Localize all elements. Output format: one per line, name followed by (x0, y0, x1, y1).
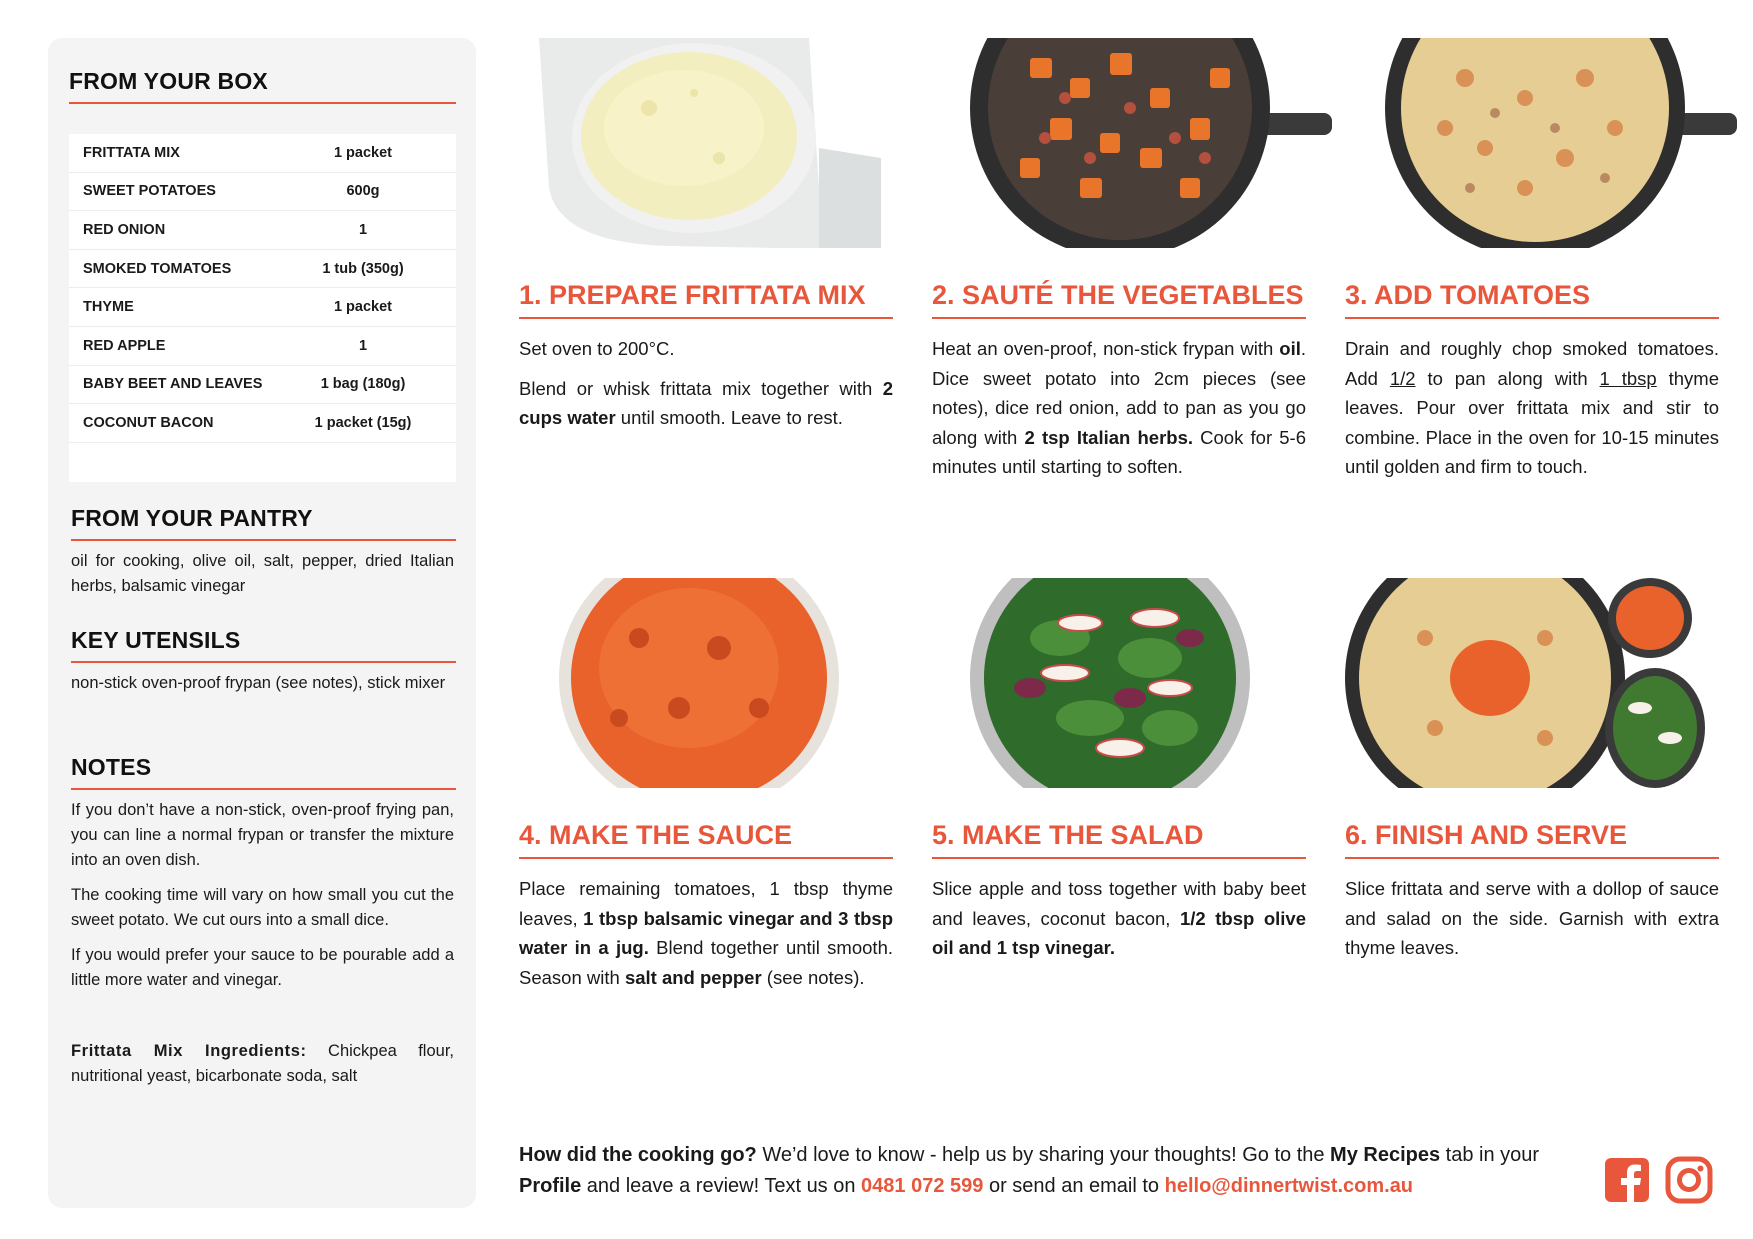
ingredient-row (69, 250, 456, 289)
mix-ingredients (71, 1039, 454, 1089)
step-body (519, 874, 893, 1002)
frittata-mix-jug-image (519, 38, 881, 248)
step-body (932, 334, 1306, 492)
title-rule (71, 788, 456, 790)
footer-text: or send an email to (983, 1175, 1165, 1197)
step-body (1345, 334, 1719, 492)
step-body (1345, 874, 1719, 973)
step-body (519, 334, 893, 443)
mix-label: Frittata Mix Ingredients: (71, 1042, 307, 1060)
step-text: Blend or whisk frittata mix together with (519, 377, 883, 399)
step-body (932, 874, 1306, 973)
step-text: Slice apple and toss together with baby beet and leaves, coconut bacon, (932, 878, 1306, 929)
step-title: 4. MAKE THE SAUCE (519, 820, 893, 859)
notes-text (71, 798, 454, 1003)
feedback-footer (519, 1140, 1589, 1202)
ingredient-row (69, 327, 456, 366)
ingredient-row (69, 211, 456, 250)
step-bold: oil (1279, 338, 1301, 359)
utensils-text: non-stick oven-proof frypan (see notes), stick mixer (71, 674, 446, 692)
ingredient-row (69, 173, 456, 212)
step-title: 2. SAUTÉ THE VEGETABLES (932, 280, 1306, 319)
ingredient-row (69, 288, 456, 327)
title-rule (69, 102, 456, 104)
ingredient-qty: 1 tub (350g) (322, 260, 404, 277)
note-paragraph: The cooking time will vary on how small you cut the sweet potato. We cut ours into a small dice. (71, 886, 454, 929)
salad-bowl-image (970, 578, 1332, 788)
ingredient-qty: 1 (358, 337, 368, 354)
ingredient-qty: 1 packet (333, 299, 393, 316)
step-bold: salt and pepper (624, 966, 762, 988)
ingredient-qty: 600g (346, 183, 380, 200)
frittata-pan-image (1375, 38, 1737, 248)
ingredient-name: COCONUT BACON (83, 414, 214, 431)
from-box-title: FROM YOUR BOX (69, 68, 268, 94)
step-text: . Dice sweet potato into 2cm pieces (see notes), dice red onion, add to pan as you go along with (932, 338, 1306, 448)
ingredient-qty: 1 packet (15g) (314, 414, 412, 431)
ingredient-row (69, 404, 456, 443)
step-text: until smooth. Leave to rest. (615, 407, 843, 428)
footer-text: tab in your (1440, 1144, 1540, 1166)
ingredient-row (69, 366, 456, 405)
note-paragraph: If you would prefer your sauce to be pourable add a little more water and vinegar. (71, 946, 454, 989)
step-bold: 1 tbsp balsamic vinegar and 3 tbsp water in a jug. (519, 907, 893, 958)
step-text: Drain and roughly chop smoked tomatoes. Add (1345, 338, 1719, 389)
ingredient-name: FRITTATA MIX (83, 144, 180, 161)
footer-text: and leave a review! Text us on (581, 1175, 862, 1197)
utensils-title: KEY UTENSILS (71, 627, 241, 653)
step-title: 5. MAKE THE SALAD (932, 820, 1306, 859)
footer-text: We’d love to know - help us by sharing your thoughts! Go to the (756, 1144, 1331, 1166)
finished-dish-image (1345, 578, 1707, 788)
ingredient-name: BABY BEET AND LEAVES (83, 376, 263, 393)
ingredient-name: SMOKED TOMATOES (83, 260, 232, 277)
step-bold: 2 cups water (519, 377, 893, 428)
step-underlined: 1 tbsp (1599, 367, 1657, 389)
notes-title: NOTES (71, 754, 152, 780)
facebook-icon[interactable] (1603, 1156, 1651, 1204)
my-recipes-label: My Recipes (1330, 1144, 1441, 1166)
mix-text: Chickpea flour, nutritional yeast, bicarbonate soda, salt (71, 1042, 454, 1085)
step-text: Slice frittata and serve with a dollop of sauce and salad on the side. Garnish with extra thyme leaves. (1345, 878, 1719, 958)
tomato-sauce-image (519, 578, 881, 788)
step-text: (see notes). (761, 966, 865, 988)
step-text: Place remaining tomatoes, 1 tbsp thyme leaves, (519, 878, 893, 929)
ingredient-name: RED ONION (83, 221, 166, 238)
step-title: 6. FINISH AND SERVE (1345, 820, 1719, 859)
step-underlined: 1/2 (1389, 367, 1416, 389)
profile-label: Profile (519, 1175, 582, 1197)
title-rule (71, 661, 456, 663)
ingredient-qty: 1 bag (180g) (320, 376, 406, 393)
instagram-icon[interactable] (1665, 1156, 1713, 1204)
step-title: 1. PREPARE FRITTATA MIX (519, 280, 893, 319)
ingredients-table (69, 134, 456, 482)
email-link[interactable]: hello@dinnertwist.com.au (1164, 1175, 1414, 1197)
ingredient-name: RED APPLE (83, 337, 166, 354)
step-title: 3. ADD TOMATOES (1345, 280, 1719, 319)
step-text: Set oven to 200°C. (519, 338, 675, 359)
step-text: thyme leaves. Pour over frittata mix and stir to combine. Place in the oven for 10-15 minutes until golden and firm to touch. (1345, 367, 1719, 477)
step-text: Blend together until smooth. Season with (519, 937, 893, 988)
ingredient-row (69, 134, 456, 173)
step-text: Cook for 5-6 minutes until starting to soften. (932, 426, 1306, 477)
footer-question: How did the cooking go? (519, 1144, 757, 1166)
step-bold: 2 tsp Italian herbs. (1024, 426, 1193, 448)
pantry-text: oil for cooking, olive oil, salt, pepper, dried Italian herbs, balsamic vinegar (71, 552, 454, 595)
step-bold: 1/2 tbsp olive oil and 1 tsp vinegar. (932, 907, 1306, 958)
pantry-title: FROM YOUR PANTRY (71, 505, 313, 531)
step-text: Heat an oven-proof, non-stick frypan with (932, 338, 1280, 359)
ingredient-name: THYME (83, 299, 134, 316)
ingredient-qty: 1 packet (333, 144, 393, 161)
phone-link[interactable]: 0481 072 599 (861, 1175, 984, 1197)
frypan-vegetables-image (970, 38, 1332, 248)
ingredient-name: SWEET POTATOES (83, 183, 216, 200)
ingredient-qty: 1 (358, 221, 368, 238)
title-rule (71, 539, 456, 541)
step-text: to pan along with (1415, 367, 1600, 389)
sidebar (48, 38, 476, 1208)
note-paragraph: If you don’t have a non-stick, oven-proof frying pan, you can line a normal frypan or transfer the mixture into an oven dish. (71, 801, 454, 869)
